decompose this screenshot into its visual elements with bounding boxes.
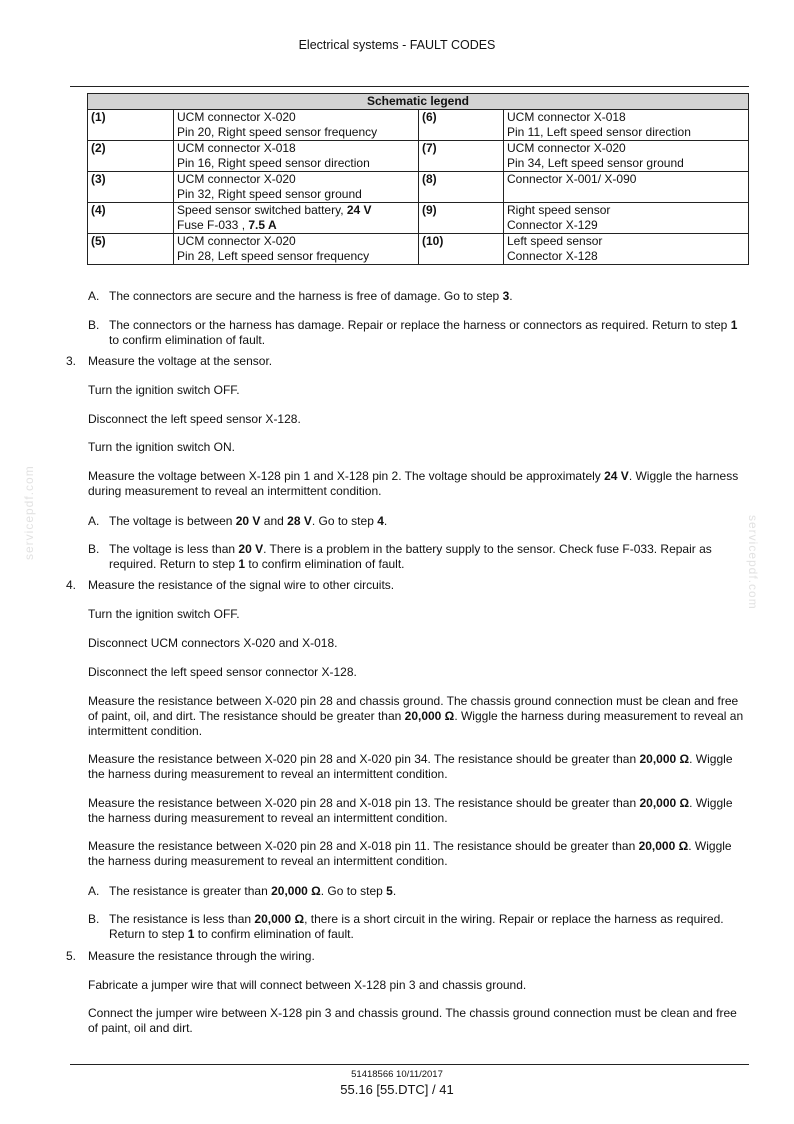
schematic-legend-table [87, 93, 749, 265]
legend-text: Right speed sensor Connector X-129 [504, 203, 749, 234]
instruction-paragraph: Disconnect the left speed sensor connector X-128. [88, 665, 357, 679]
legend-text: UCM connector X-018 Pin 11, Left speed sensor direction [504, 110, 749, 141]
footer-document-code: 51418566 10/11/2017 [351, 1069, 443, 1080]
legend-row [88, 234, 749, 265]
instruction-paragraph: Disconnect the left speed sensor X-128. [88, 412, 301, 426]
outcome-b: B. The resistance is less than 20,000 Ω, there is a short circuit in the wiring. Repair or replace the harness as required. Return to step 1 to confirm elimination of fault. [88, 912, 724, 941]
footer-page-number: 55.16 [55.DTC] / 41 [340, 1082, 454, 1097]
outcome-b: B. The connectors or the harness has damage. Repair or replace the harness or connectors as required. Return to step 1 to confirm elimination of fault. [88, 318, 738, 347]
legend-num: (7) [419, 141, 504, 172]
watermark-text: servicepdf.com [22, 465, 36, 560]
header-rule [70, 86, 749, 87]
legend-num: (2) [88, 141, 174, 172]
instruction-paragraph: Measure the voltage between X-128 pin 1 and X-128 pin 2. The voltage should be approximately 24 V. Wiggle the harness during measurement to reveal an intermittent condition. [88, 469, 739, 498]
instruction-paragraph: Connect the jumper wire between X-128 pin 3 and chassis ground. The chassis ground connection must be clean and free of paint, oil and dirt. [88, 1006, 737, 1035]
legend-num: (5) [88, 234, 174, 265]
legend-num: (1) [88, 110, 174, 141]
legend-text: UCM connector X-018 Pin 16, Right speed sensor direction [174, 141, 419, 172]
page-header: Electrical systems - FAULT CODES [298, 38, 496, 52]
legend-text: Left speed sensor Connector X-128 [504, 234, 749, 265]
instruction-paragraph: Measure the resistance between X-020 pin 28 and X-018 pin 13. The resistance should be greater than 20,000 Ω. Wiggle the harness during measurement to reveal an intermittent condition. [88, 796, 733, 825]
legend-text: Speed sensor switched battery, 24 V Fuse F-033 , 7.5 A [174, 203, 419, 234]
outcome-b: B. The voltage is less than 20 V. There is a problem in the battery supply to the sensor. Check fuse F-033. Repair as required. Return to step 1 to confirm elimination of fault. [88, 542, 712, 571]
legend-num: (6) [419, 110, 504, 141]
legend-text: Connector X-001/ X-090 [504, 172, 749, 203]
instruction-paragraph: Disconnect UCM connectors X-020 and X-018. [88, 636, 338, 650]
legend-row [88, 110, 749, 141]
step-heading: 3. Measure the voltage at the sensor. [66, 354, 273, 368]
instruction-paragraph: Measure the resistance between X-020 pin 28 and X-018 pin 11. The resistance should be greater than 20,000 Ω. Wiggle the harness during measurement to reveal an intermittent condition. [88, 839, 732, 868]
instruction-paragraph: Turn the ignition switch OFF. [88, 607, 240, 621]
step-heading: 5. Measure the resistance through the wiring. [66, 949, 315, 963]
instruction-paragraph: Turn the ignition switch OFF. [88, 383, 240, 397]
outcome-a: A. The resistance is greater than 20,000 Ω. Go to step 5. [88, 884, 397, 898]
legend-num: (10) [419, 234, 504, 265]
legend-num: (8) [419, 172, 504, 203]
legend-row [88, 172, 749, 203]
legend-title: Schematic legend [88, 94, 749, 110]
legend-text: UCM connector X-020 Pin 28, Left speed sensor frequency [174, 234, 419, 265]
outcome-a: A. The voltage is between 20 V and 28 V. Go to step 4. [88, 514, 388, 528]
legend-text: UCM connector X-020 Pin 32, Right speed sensor ground [174, 172, 419, 203]
watermark-text: servicepdf.com [746, 515, 760, 610]
legend-text: UCM connector X-020 Pin 20, Right speed sensor frequency [174, 110, 419, 141]
legend-num: (9) [419, 203, 504, 234]
instruction-paragraph: Measure the resistance between X-020 pin 28 and X-020 pin 34. The resistance should be greater than 20,000 Ω. Wiggle the harness during measurement to reveal an intermittent condition. [88, 752, 733, 781]
outcome-a: A. The connectors are secure and the harness is free of damage. Go to step 3. [88, 289, 513, 303]
legend-num: (4) [88, 203, 174, 234]
legend-text: UCM connector X-020 Pin 34, Left speed sensor ground [504, 141, 749, 172]
step-heading: 4. Measure the resistance of the signal wire to other circuits. [66, 578, 395, 592]
legend-row [88, 141, 749, 172]
footer-rule [70, 1064, 749, 1065]
instruction-paragraph: Turn the ignition switch ON. [88, 440, 235, 454]
instruction-paragraph: Fabricate a jumper wire that will connect between X-128 pin 3 and chassis ground. [88, 978, 527, 992]
legend-num: (3) [88, 172, 174, 203]
instruction-paragraph: Measure the resistance between X-020 pin 28 and chassis ground. The chassis ground connection must be clean and free of paint, oil, and dirt. The resistance should be greater than 20,000 Ω. Wiggle the harness during measurement to reveal an intermittent condition. [88, 694, 744, 738]
legend-row [88, 203, 749, 234]
